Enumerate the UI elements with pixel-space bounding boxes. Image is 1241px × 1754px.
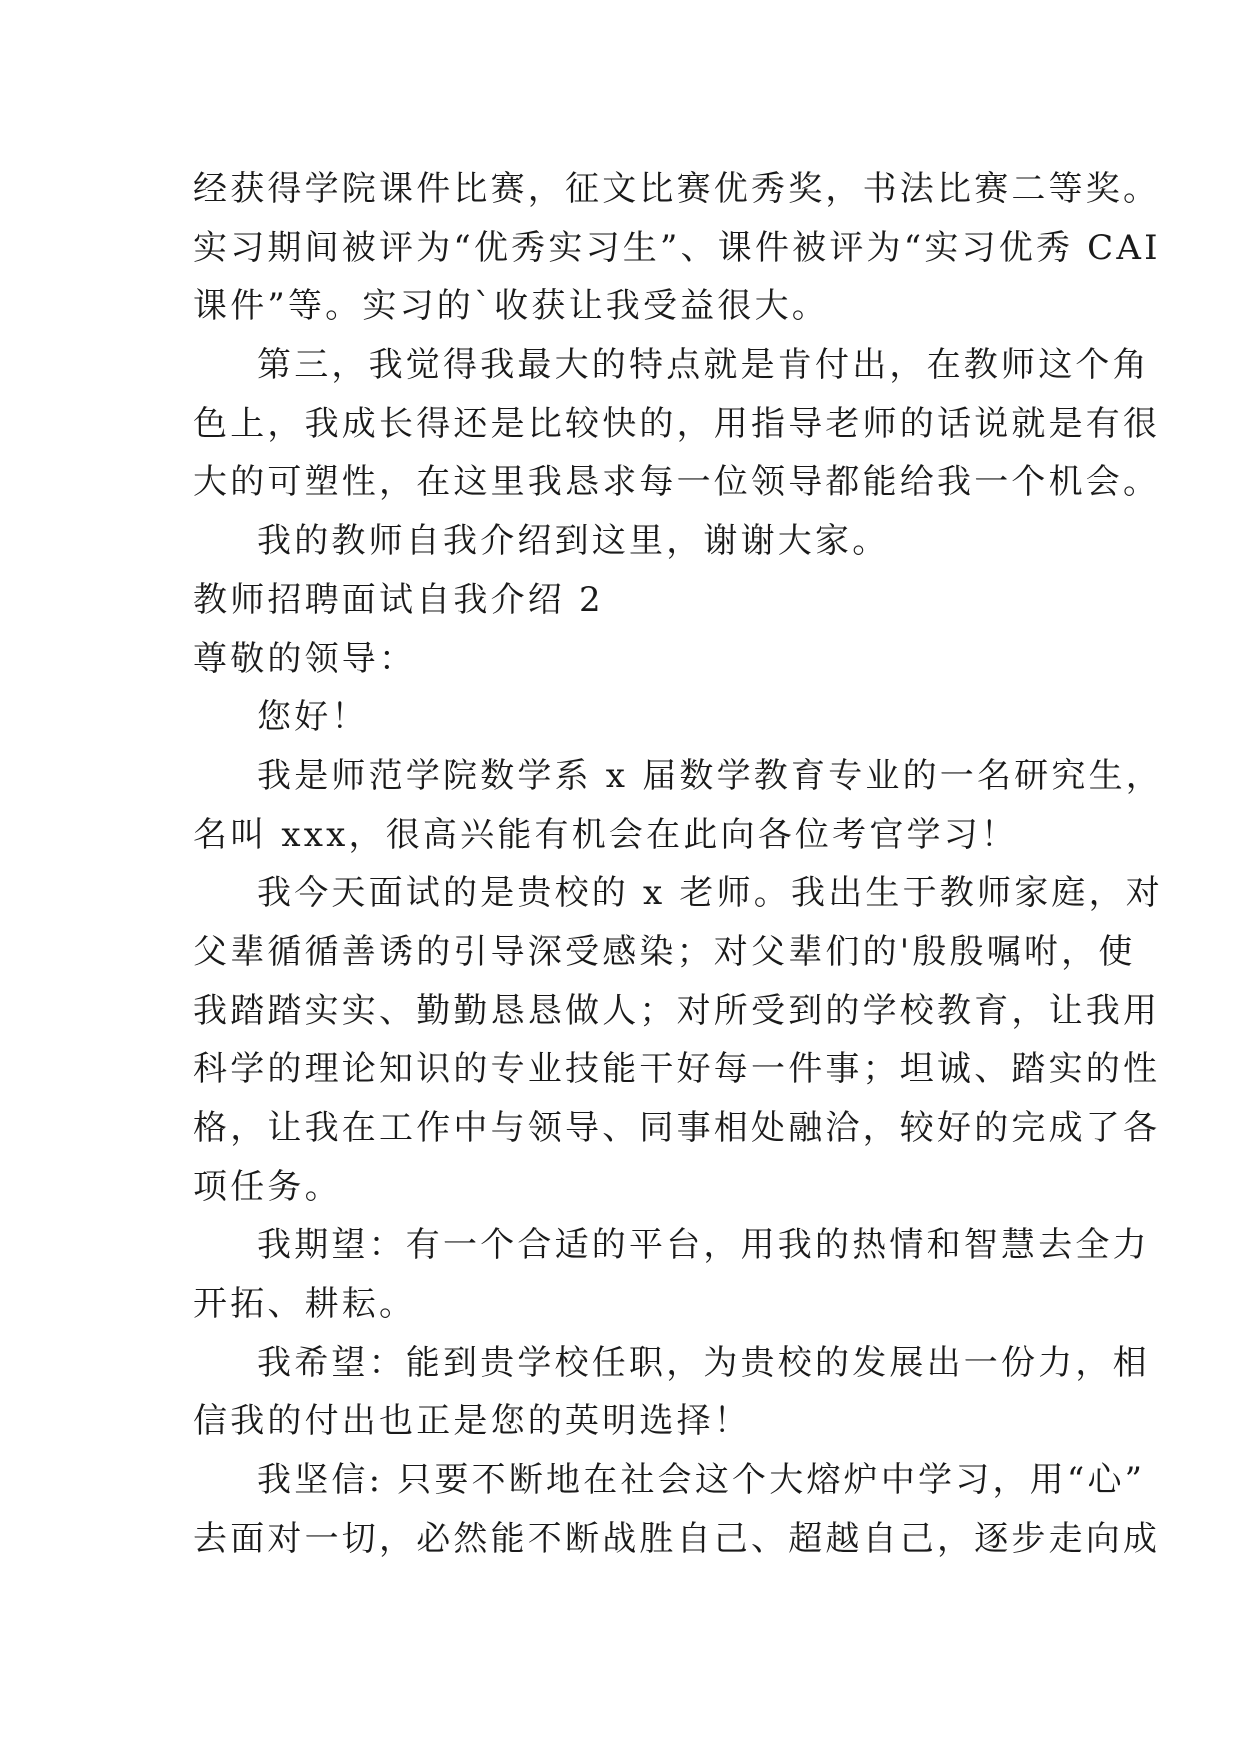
text-line: 我希望：能到贵学校任职，为贵校的发展出一份力，相 [257, 1342, 1150, 1383]
text-line: 课件”等。实习的`收获让我受益很大。 [193, 286, 829, 327]
text-line: 信我的付出也正是您的英明选择！ [193, 1401, 751, 1442]
text-line: 实习期间被评为“优秀实习生”、课件被评为“实习优秀 CAI [193, 227, 1161, 268]
text-line: 名叫 xxx，很高兴能有机会在此向各位考官学习！ [193, 814, 1019, 855]
text-line: 我踏踏实实、勤勤恳恳做人；对所受到的学校教育，让我用 [193, 990, 1161, 1031]
greeting: 您好！ [257, 697, 369, 738]
text-line: 我的教师自我介绍到这里，谢谢大家。 [257, 521, 890, 562]
section-heading: 教师招聘面试自我介绍 2 [193, 579, 604, 620]
text-line: 第三，我觉得我最大的特点就是肯付出，在教师这个角 [257, 345, 1150, 386]
text-line: 去面对一切，必然能不断战胜自己、超越自己，逐步走向成 [193, 1518, 1161, 1559]
text-line: 开拓、耕耘。 [193, 1284, 417, 1325]
text-line: 父辈循循善诱的引导深受感染；对父辈们的'殷殷嘱咐，使 [193, 931, 1136, 972]
text-line: 我是师范学院数学系 x 届数学教育专业的一名研究生， [257, 755, 1163, 796]
text-line: 项任务。 [193, 1166, 342, 1207]
text-line: 我今天面试的是贵校的 x 老师。我出生于教师家庭，对 [257, 873, 1163, 914]
text-line: 色上，我成长得还是比较快的，用指导老师的话说就是有很 [193, 403, 1161, 444]
text-line: 我坚信: 只要不断地在社会这个大熔炉中学习，用“心” [257, 1460, 1146, 1501]
text-line: 格，让我在工作中与领导、同事相处融洽，较好的完成了各 [193, 1108, 1161, 1148]
text-line: 大的可塑性，在这里我恳求每一位领导都能给我一个机会。 [193, 462, 1161, 503]
document-body [193, 160, 1163, 1569]
text-line: 我期望：有一个合适的平台，用我的热情和智慧去全力 [257, 1225, 1150, 1266]
text-line: 科学的理论知识的专业技能干好每一件事；坦诚、踏实的性 [193, 1049, 1161, 1090]
salutation: 尊敬的领导： [193, 638, 417, 679]
text-line: 经获得学院课件比赛，征文比赛优秀奖，书法比赛二等奖。 [193, 169, 1161, 209]
